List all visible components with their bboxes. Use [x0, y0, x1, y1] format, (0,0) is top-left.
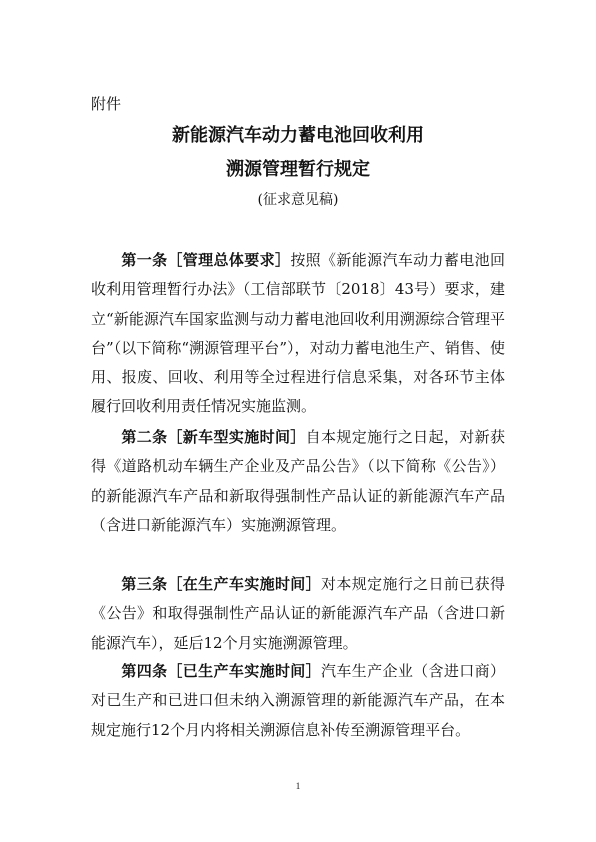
article-2-heading: 第二条［新车型实施时间］ [121, 428, 306, 446]
article-2 [91, 423, 505, 540]
article-3-heading: 第三条［在生产车实施时间］ [121, 575, 322, 593]
draft-subtitle: (征求意见稿) [257, 192, 339, 208]
page-number: 1 [295, 781, 301, 791]
article-4-heading: 第四条［已生产车实施时间］ [121, 662, 322, 680]
document-title-line-1: 新能源汽车动力蓄电池回收利用 [172, 125, 424, 146]
article-4 [91, 657, 505, 745]
article-4-body: 汽车生产企业（含进口商）对已生产和已进口但未纳入溯源管理的新能源汽车产品，在本规定施行12个月内将相关溯源信息补传至溯源管理平台。 [91, 662, 505, 739]
article-2-body: 自本规定施行之日起，对新获得《道路机动车辆生产企业及产品公告》（以下简称《公告》）的新能源汽车产品和新取得强制性产品认证的新能源汽车产品（含进口新能源汽车）实施溯源管理。 [91, 428, 505, 534]
article-3 [91, 570, 505, 658]
article-1-heading: 第一条［管理总体要求］ [121, 251, 291, 269]
attachment-label: 附件 [91, 95, 122, 113]
article-3-body: 对本规定施行之日前已获得《公告》和取得强制性产品认证的新能源汽车产品（含进口新能源汽车），延后12个月实施溯源管理。 [91, 575, 505, 652]
article-1-body: 按照《新能源汽车动力蓄电池回收利用管理暂行办法》（工信部联节〔2018〕43号）要求，建立“新能源汽车国家监测与动力蓄电池回收利用溯源综合管理平台”（以下简称“溯源管理平台”），对动力蓄电池生产、销售、使用、报废、回收、利用等全过程进行信息采集，对各环节主体履行回收利用责任情况实施监测。 [91, 251, 505, 416]
document-title-line-2: 溯源管理暂行规定 [226, 159, 370, 180]
article-1 [91, 246, 505, 422]
